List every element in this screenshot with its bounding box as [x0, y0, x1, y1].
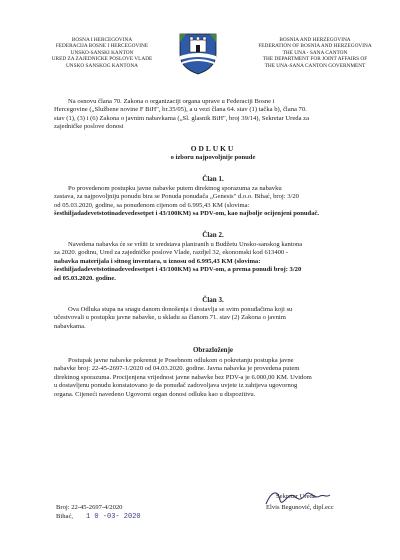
intro-line: stav (1), (3) i (6) Zakona o javnim nabavkama („Sl. glasnik BiH", broj 39/14), Sekretar Ureda za — [54, 114, 310, 122]
intro-line: zajedničke poslove donosi — [54, 123, 124, 131]
intro-line: Hercegovine („Službene novine F BiH", br.35/05), a u vezi člana 64. stav (1) tačka b), člana 70. — [54, 106, 307, 114]
document-city: Bihać, — [56, 513, 74, 520]
header-right-line: BOSNIA AND HERZEGOVINA — [279, 37, 351, 43]
article-2-body — [54, 241, 372, 283]
header-left-line: FEDERACIJA BOSNE I HERCEGOVINE — [55, 43, 149, 50]
rationale-heading: Obrazloženje — [192, 346, 234, 354]
article-2-heading: Član 2. — [202, 231, 224, 239]
document-title: ODLUKU — [190, 144, 236, 153]
header-left — [26, 37, 178, 69]
article-2-line: Navedena nabavka će se vršiti iz sredstava planiranih u Budžetu Unsko-sanskog kantona — [68, 241, 303, 248]
rationale-line: organa. Cijeneći navedeno Ugovorni organ donosi odluku kao u dispozitivu. — [54, 390, 256, 398]
article-1-line: od 05.03.2020, godine, sa ponuđenom cijenom od 6.995,43 KM (slovima: — [54, 201, 250, 209]
rationale-line: u dostavljenu ponudu konstatovano je da ponuđač zadovoljava uvjete iz zahtjeva ugovornog — [54, 382, 298, 390]
article-1-line: šesthiljadadevetstotinadevedesetpet i 43/100KM) sa PDV-om, kao najbolje ocijenjeni ponuđač. — [54, 210, 320, 218]
header-right — [240, 37, 390, 69]
header-right-line: THE DEPARTMENT FOR JOINT AFFAIRS OF — [262, 56, 368, 63]
signer-title: Sekretar Ureda — [276, 493, 316, 500]
article-2-line: od 05.03.2020. godine. — [54, 274, 116, 282]
header-left-line: UNSKO-SANSKI KANTON — [70, 49, 134, 56]
header-right-line: FEDERATION OF BOSNIA AND HERZEGOVINA — [258, 43, 372, 50]
header-left-line: UNSKO SANSKOG KANTONA — [65, 62, 138, 69]
header-left-line: BOSNA I HERCEGOVINA — [71, 37, 133, 43]
intro-paragraph — [54, 98, 372, 132]
header-right-line: THE UNA-SANA CANTON GOVERNMENT — [264, 62, 366, 69]
signer-name: Elvis Begunović, dipl.ecc — [266, 504, 334, 511]
article-1-line: Po provedenom postupku javne nabavke putem direktnog sporazuma za nabavku — [68, 185, 282, 192]
document-number: Broj: 22-45-2697-4/2020 — [56, 504, 123, 511]
header-right-line: THE UNA - SANA CANTON — [282, 49, 348, 56]
intro-line: Na osnovu člana 70. Zakona o organizaciji organa uprave u Federaciji Bosne i — [68, 98, 275, 105]
rationale-line: nabavke broj: 22-45-2697-1/2020 od 04.03.2020. godine. Javna nabavka je provedena putem — [54, 365, 300, 373]
rationale-line: direktnog sporazuma. Procijenjena vrijednost javne nabavke bez PDV-a je 6.000,00 KM. Uvidom — [54, 373, 312, 381]
rationale-line: Postupak javne nabavke pokrenut je Posebnom odlukom o pokretanju postupka javne — [68, 357, 294, 364]
date-stamp: 1 0 -03- 2020 — [86, 513, 141, 521]
article-2-line: za 2020. godinu, Ured za zajedničke poslove Vlade, razdjel 32, ekonomski kod 613400 - — [54, 249, 289, 257]
article-1-heading: Član 1. — [202, 175, 224, 183]
document-subtitle: o izboru najpovoljnije ponude — [170, 154, 256, 161]
article-3-line: učestvovali u postupku javne nabavke, u skladu sa članom 71. stav (2) Zakona o javnim — [54, 314, 286, 322]
article-2-line: nabavka materijala i sitnog inventara, u iznosu od 6.995,43 KM (slovima: — [54, 257, 261, 265]
article-2-line: šesthiljadadevetstotinadevedesetpet i 43/100KM) sa PDV-om, a prema ponudi broj: 3/20 — [54, 266, 302, 274]
canton-crest-icon — [176, 30, 220, 76]
header-left-line: URED ZA ZAJEDNIČKE POSLOVE VLADE — [51, 56, 153, 63]
article-1-line: zastava, za najpovoljniju ponudu bira se Ponuda ponuđača „Genesis" d.o.o. Bihać, broj: 3/20 — [54, 193, 299, 201]
article-1-body — [54, 185, 372, 219]
article-3-line: nabavkama. — [54, 322, 86, 330]
article-3-body — [54, 306, 372, 331]
article-3-line: Ova Odluka stupa na snagu danom donošenja i dostavlja se svim ponuđačima koji su — [68, 306, 293, 313]
rationale-body — [54, 357, 372, 399]
article-3-heading: Član 3. — [202, 296, 224, 304]
